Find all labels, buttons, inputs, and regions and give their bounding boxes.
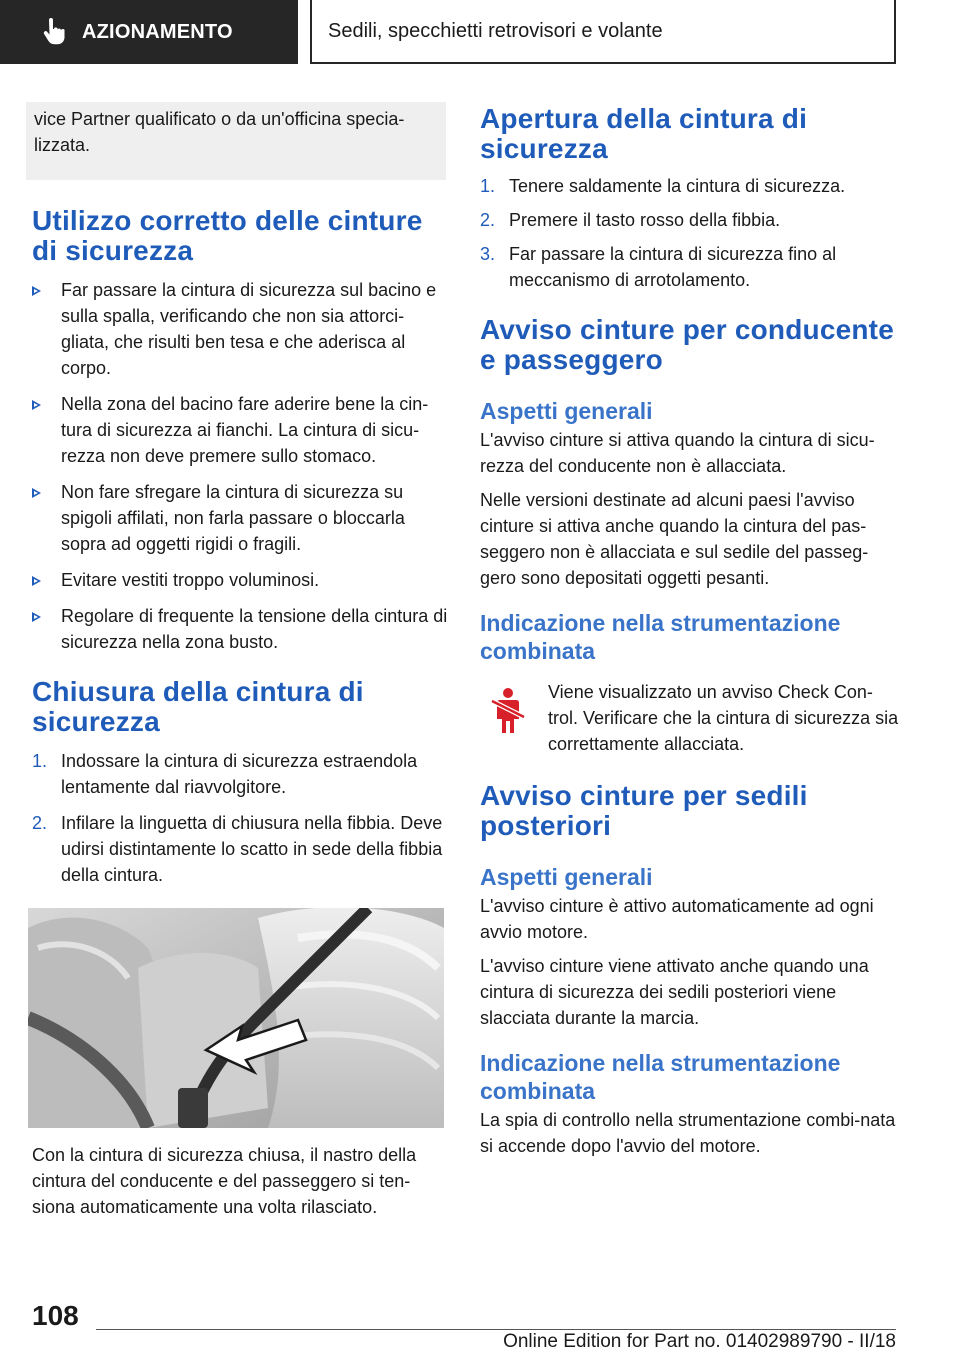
section-title-correct-use: Utilizzo corretto delle cinture di sicurezza (32, 205, 423, 266)
chapter-tab (310, 0, 896, 64)
indicator-text: Viene visualizzato un avviso Check Con-trol. Verificare che la cintura di sicurezza sia correttamente allacciata. (548, 682, 899, 754)
indicator-block (480, 679, 900, 757)
triangle-bullet-icon (32, 400, 41, 410)
chapter-label: Sedili, specchietti retrovisori e volante (328, 19, 663, 42)
paragraph: La spia di controllo nella strumentazione combi-nata si accende dopo l'avvio del motore. (480, 1110, 896, 1156)
hand-pointer-icon (40, 18, 66, 46)
section-title-unfastening: Apertura della cintura di sicurezza (480, 103, 808, 164)
list-item: Evitare vestiti troppo voluminosi. (32, 567, 448, 593)
seatbelt-warning-icon (488, 687, 528, 735)
edition-label: Online Edition for Part no. 01402989790 - II/18 (503, 1331, 896, 1352)
section-tab (0, 0, 298, 64)
subheading-instrument-cluster: Indicazione nella strumentazione combinata (480, 1050, 841, 1104)
section-title-rear-reminder: Avviso cinture per sedili posteriori (480, 780, 808, 841)
subheading-instrument-cluster: Indicazione nella strumentazione combinata (480, 610, 841, 664)
list-item: 1. Tenere saldamente la cintura di sicurezza. (480, 176, 846, 196)
list-item: Far passare la cintura di sicurezza sul bacino e sulla spalla, verificando che non sia attorci-gliata, che risulti ben tesa e che aderisca al corpo. (32, 277, 448, 381)
list-item: 2. Premere il tasto rosso della fibbia. (480, 210, 781, 230)
triangle-bullet-icon (32, 488, 41, 498)
triangle-bullet-icon (32, 612, 41, 622)
paragraph: Nelle versioni destinate ad alcuni paesi l'avviso cinture si attiva anche quando la cintura del pas-seggero non è allacciata e sul sedile del passeg-gero sono depositati oggetti pesanti. (480, 490, 869, 588)
section-title-driver-passenger-reminder: Avviso cinture per conducente e passeggero (480, 314, 894, 375)
footer-divider (96, 1329, 896, 1330)
paragraph: L'avviso cinture si attiva quando la cintura di sicu-rezza del conducente non è allacciata. (480, 430, 875, 476)
list-item: 1. Indossare la cintura di sicurezza estraendola lentamente dal riavvolgitore. (32, 751, 418, 797)
paragraph: L'avviso cinture viene attivato anche quando una cintura di sicurezza dei sedili posteriori viene slacciata durante la marcia. (480, 956, 869, 1028)
left-column (32, 102, 448, 1220)
steps-fastening (32, 748, 448, 888)
list-item: 2. Infilare la linguetta di chiusura nella fibbia. Deve udirsi distintamente lo scatto in sede della fibbia della cintura. (32, 813, 443, 885)
subheading-general: Aspetti generali (480, 398, 653, 424)
triangle-bullet-icon (32, 576, 41, 586)
note-text: vice Partner qualificato o da un'officina specia-lizzata. (34, 109, 405, 155)
note-box (26, 102, 446, 180)
list-item: 3. Far passare la cintura di sicurezza fino al meccanismo di arrotolamento. (480, 244, 837, 290)
paragraph: L'avviso cinture è attivo automaticamente ad ogni avvio motore. (480, 896, 874, 942)
list-item: Regolare di frequente la tensione della cintura di sicurezza nella zona busto. (32, 603, 448, 655)
page-number: 108 (32, 1300, 79, 1331)
triangle-bullet-icon (32, 286, 41, 296)
section-title-fastening: Chiusura della cintura di sicurezza (32, 676, 364, 737)
subheading-general: Aspetti generali (480, 864, 653, 890)
section-label: AZIONAMENTO (82, 20, 233, 43)
seatbelt-photo (28, 908, 444, 1128)
bullet-list-correct-use (32, 277, 448, 655)
list-item: Nella zona del bacino fare aderire bene la cin-tura di sicurezza ai fianchi. La cintura di sicu-rezza non deve premere sullo stomaco. (32, 391, 448, 469)
list-item: Non fare sfregare la cintura di sicurezza su spigoli affilati, non farla passare o bloccarla sopra ad oggetti rigidi o fragili. (32, 479, 448, 557)
steps-unfastening (480, 173, 900, 293)
photo-caption: Con la cintura di sicurezza chiusa, il nastro della cintura del conducente e del passeggero si ten-siona automaticamente una volta rilasciato. (32, 1145, 417, 1217)
right-column (480, 102, 900, 1159)
